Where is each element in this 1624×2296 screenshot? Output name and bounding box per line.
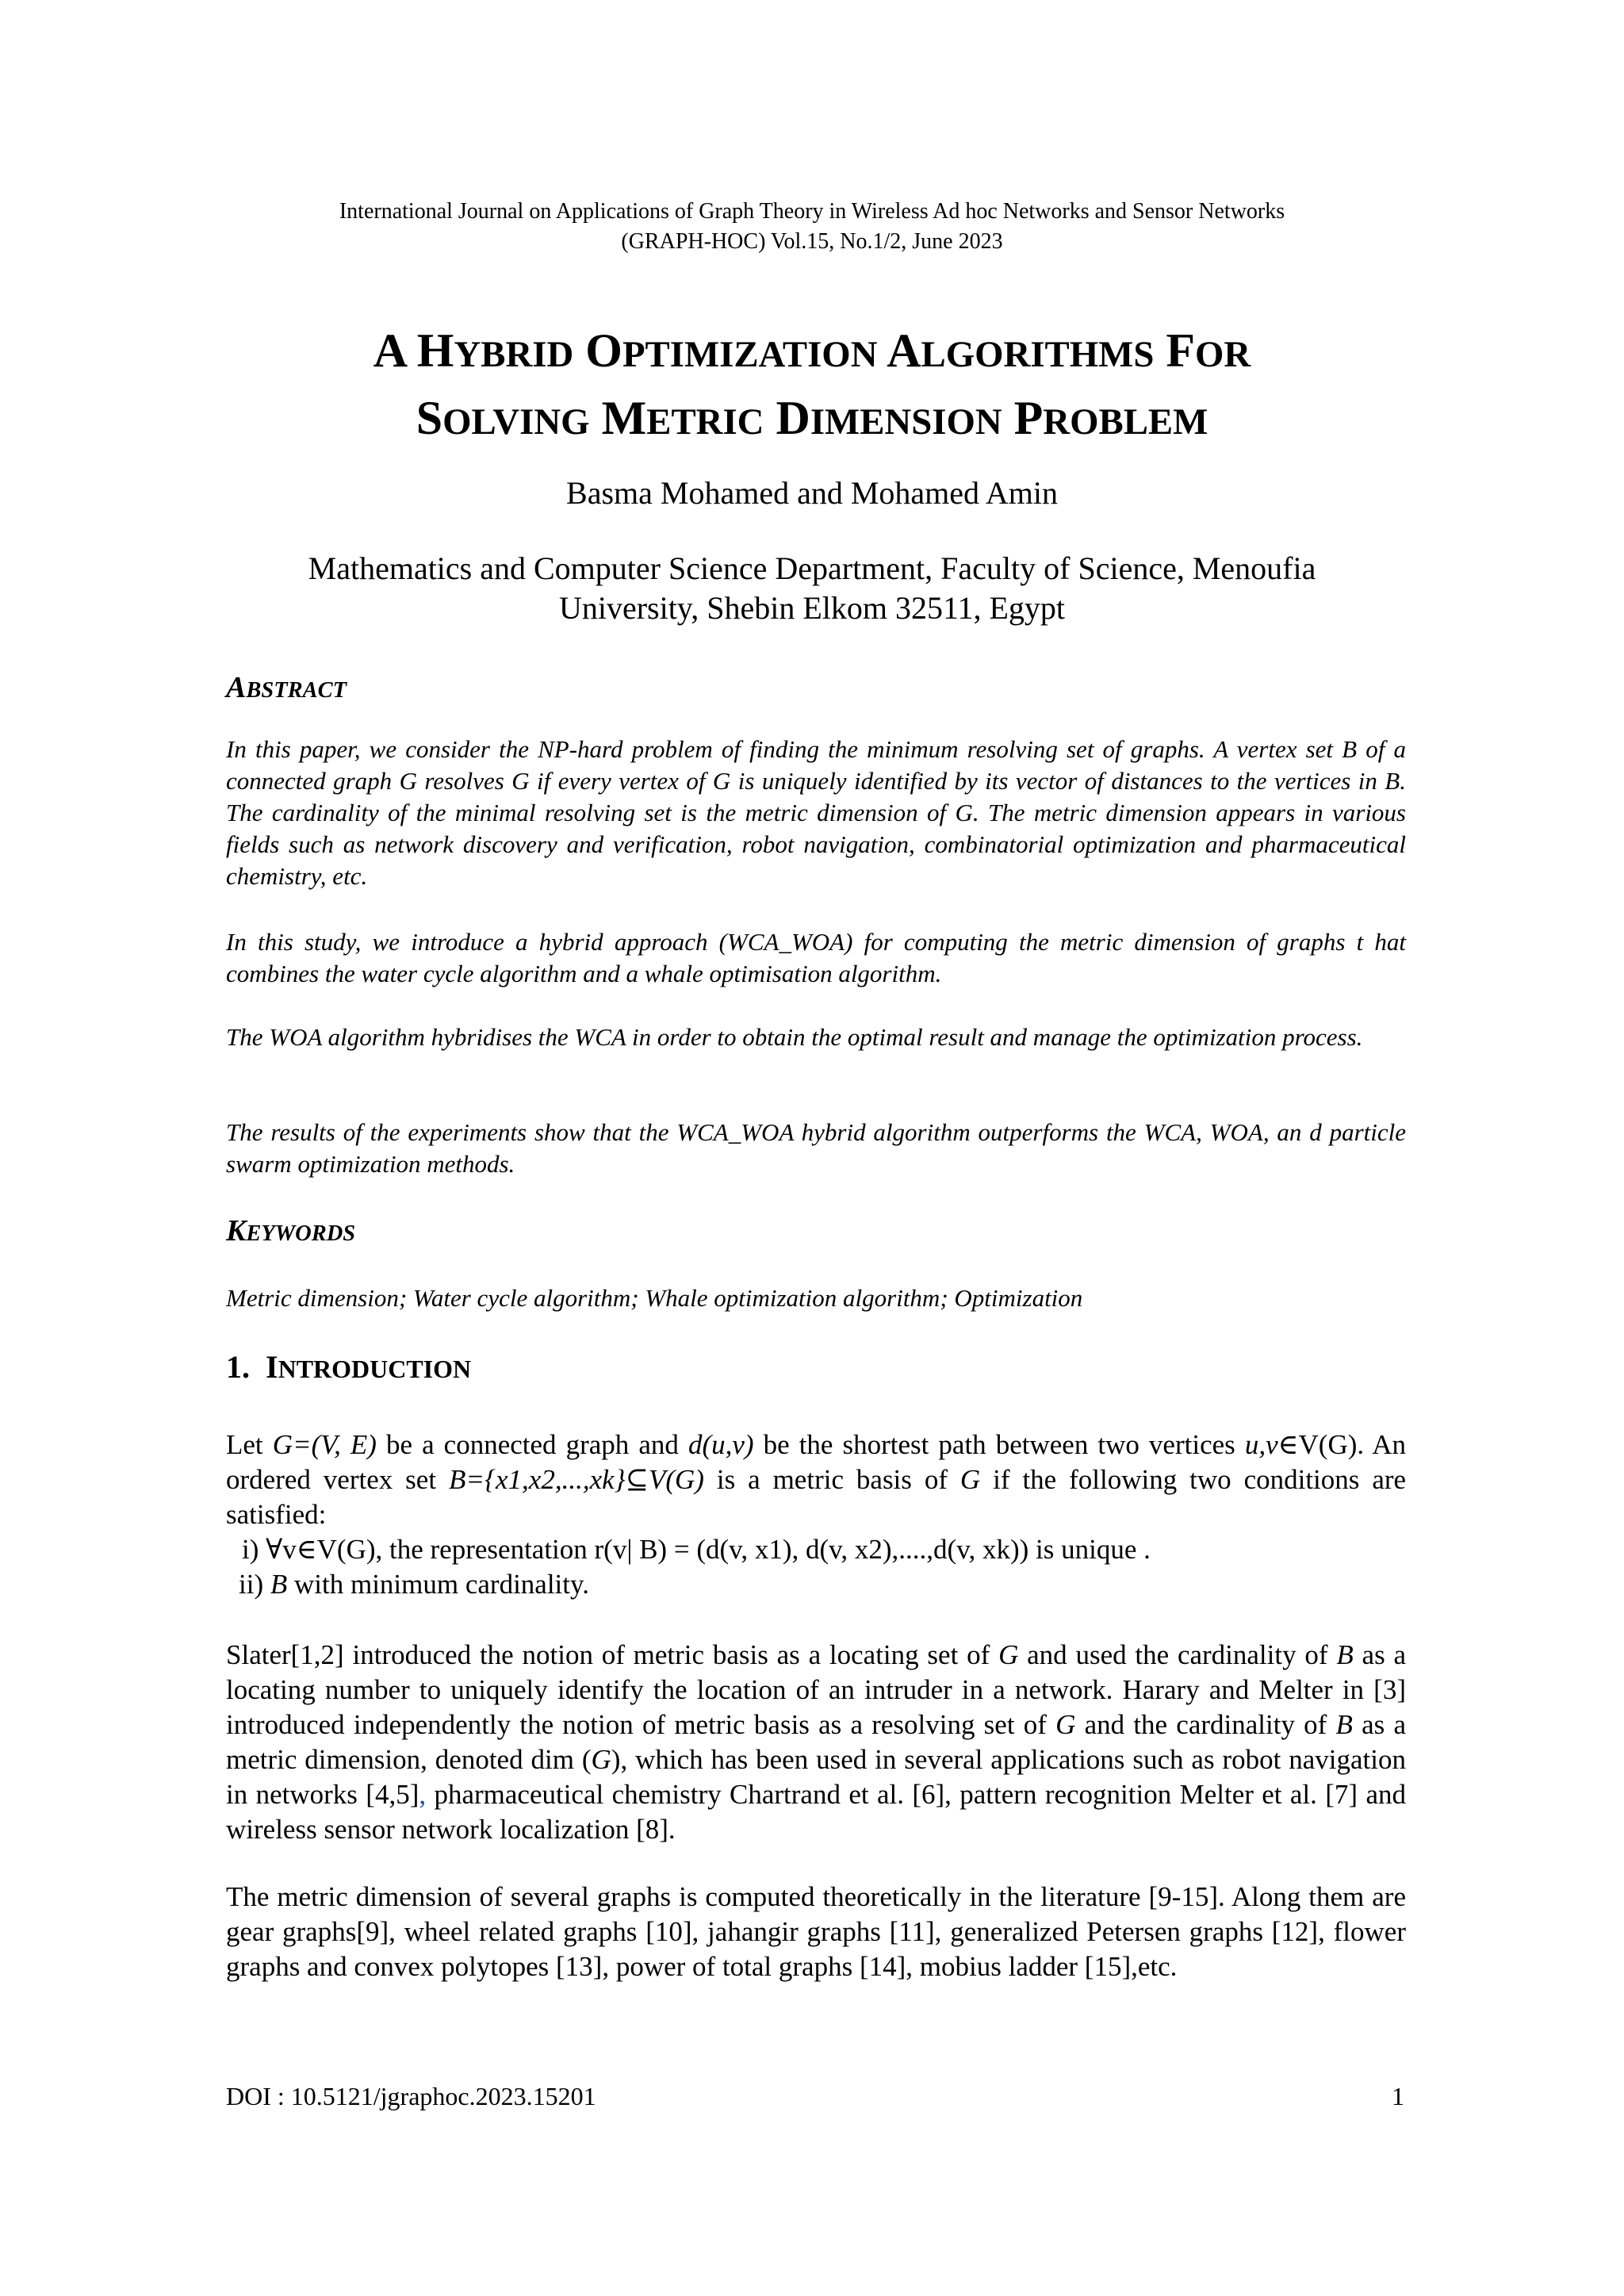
- title-line-1: [0, 319, 1624, 386]
- intro-paragraph-2: [226, 1638, 1406, 1847]
- introduction-number: 1.: [226, 1349, 250, 1385]
- intro-p2-part-d: and the cardinality of: [1084, 1709, 1327, 1740]
- keywords-heading: KEYWORDS: [226, 1214, 356, 1248]
- basis-symbol: B: [1336, 1639, 1354, 1670]
- graph-symbol: G: [1055, 1709, 1076, 1740]
- condition-2-number: ii): [239, 1569, 264, 1600]
- graph-symbol: G: [959, 1464, 981, 1495]
- condition-1: i) ∀v∈V(G), the representation r(v| B) = (d(v, x1), d(v, x2),....,d(v, xk)) is unique .: [242, 1534, 1151, 1565]
- intro-p2-part-f: ), which has been used in several applications such as robot navigation in networks [4,5]: [226, 1744, 1407, 1810]
- condition-2-text: with minimum cardinality.: [294, 1569, 589, 1600]
- intro-p1-text-2: be the shortest path between two vertices: [763, 1429, 1235, 1460]
- abstract-paragraph-4: The results of the experiments show that the WCA_WOA hybrid algorithm outperforms the WCA, WOA, an d particle swarm optimization methods.: [226, 1118, 1406, 1178]
- intro-p2-part-e: as a metric dimension, denoted dim (: [226, 1709, 1407, 1775]
- journal-header-line-1: International Journal on Applications of Graph Theory in Wireless Ad hoc Networks and Sensor Networks: [339, 199, 1285, 224]
- intro-p1-let: Let: [226, 1429, 263, 1460]
- intro-paragraph-1: [226, 1428, 1406, 1602]
- footer-doi: DOI : 10.5121/jgraphoc.2023.15201: [226, 2082, 596, 2110]
- title-line-2: [0, 386, 1624, 454]
- blue-comma: ,: [419, 1779, 427, 1810]
- graph-definition: G=(V, E): [272, 1429, 377, 1460]
- intro-p2-part-c: as a locating number to uniquely identify the location of an intruder in a network. Harary and Melter in [3] introduced independently the notion of metric basis as a resolving set of: [226, 1639, 1407, 1740]
- affiliation-line-2: University, Shebin Elkom 32511, Egypt: [558, 590, 1066, 626]
- affiliation-line-1: Mathematics and Computer Science Department, Faculty of Science, Menoufia: [308, 550, 1316, 586]
- intro-p1-text-5: if the following two conditions are satisfied:: [226, 1464, 1407, 1530]
- vertices-notation: u,v: [1244, 1429, 1278, 1460]
- affiliation: [0, 549, 1624, 628]
- abstract-paragraph-3: The WOA algorithm hybridises the WCA in order to obtain the optimal result and manage the optimization process.: [226, 1023, 1363, 1051]
- intro-p2-part-g: pharmaceutical chemistry Chartrand et al. [6], pattern recognition Melter et al. [7] and wireless sensor network localization [8].: [226, 1779, 1406, 1845]
- journal-header: [0, 197, 1624, 257]
- condition-2: [226, 1567, 1406, 1602]
- condition-2-basis: B: [270, 1569, 288, 1600]
- graph-symbol: G: [998, 1639, 1019, 1670]
- authors: Basma Mohamed and Mohamed Amin: [566, 475, 1058, 511]
- page-number: 1: [1392, 2082, 1404, 2110]
- title-line-2-text: SOLVING METRIC DIMENSION PROBLEM: [416, 392, 1208, 444]
- intro-p2-part-b: and used the cardinality of: [1027, 1639, 1328, 1670]
- graph-symbol: G: [591, 1744, 611, 1775]
- intro-p1-text-3: An ordered vertex set: [226, 1429, 1407, 1495]
- intro-p1-text-4: is a metric basis of: [716, 1464, 948, 1495]
- introduction-heading: [226, 1348, 471, 1386]
- abstract-paragraph-2: In this study, we introduce a hybrid approach (WCA_WOA) for computing the metric dimension of graphs t hat combines the water cycle algorithm and a whale optimisation algorithm.: [226, 928, 1406, 987]
- paper-title: [0, 319, 1624, 454]
- intro-paragraph-3: The metric dimension of several graphs is computed theoretically in the literature [9-15]. Along them are gear graphs[9], wheel related graphs [10], jahangir graphs [11], generalized Petersen graphs [12], flower graphs and convex polytopes [13], power of total graphs [14], mobius ladder [15],etc.: [226, 1881, 1406, 1982]
- distance-notation: d(u,v): [688, 1429, 754, 1460]
- intro-p1-text-1: be a connected graph and: [386, 1429, 679, 1460]
- abstract-paragraph-1: In this paper, we consider the NP-hard problem of finding the minimum resolving set of graphs. A vertex set B of a connected graph G resolves G if every vertex of G is uniquely identified by its vector of distances to the vertices in B. The cardinality of the minimal resolving set is the metric dimension of G. The metric dimension appears in various fields such as network discovery and verification, robot navigation, combinatorial optimization and pharmaceutical chemistry, etc.: [226, 735, 1406, 890]
- journal-header-line-2: (GRAPH-HOC) Vol.15, No.1/2, June 2023: [621, 229, 1003, 254]
- abstract-heading: ABSTRACT: [226, 671, 347, 704]
- keywords-text: Metric dimension; Water cycle algorithm; Whale optimization algorithm; Optimization: [226, 1284, 1083, 1312]
- basis-set-notation: B={x1,x2,...,xk}⊆V(G): [449, 1464, 704, 1495]
- introduction-title: INTRODUCTION: [266, 1349, 472, 1385]
- intro-p2-part-a: Slater[1,2] introduced the notion of metric basis as a locating set of: [226, 1639, 990, 1670]
- title-line-1-text: A HYBRID OPTIMIZATION ALGORITHMS FOR: [373, 324, 1251, 377]
- basis-symbol: B: [1335, 1709, 1353, 1740]
- vertex-set-notation: ∈V(G).: [1277, 1429, 1365, 1460]
